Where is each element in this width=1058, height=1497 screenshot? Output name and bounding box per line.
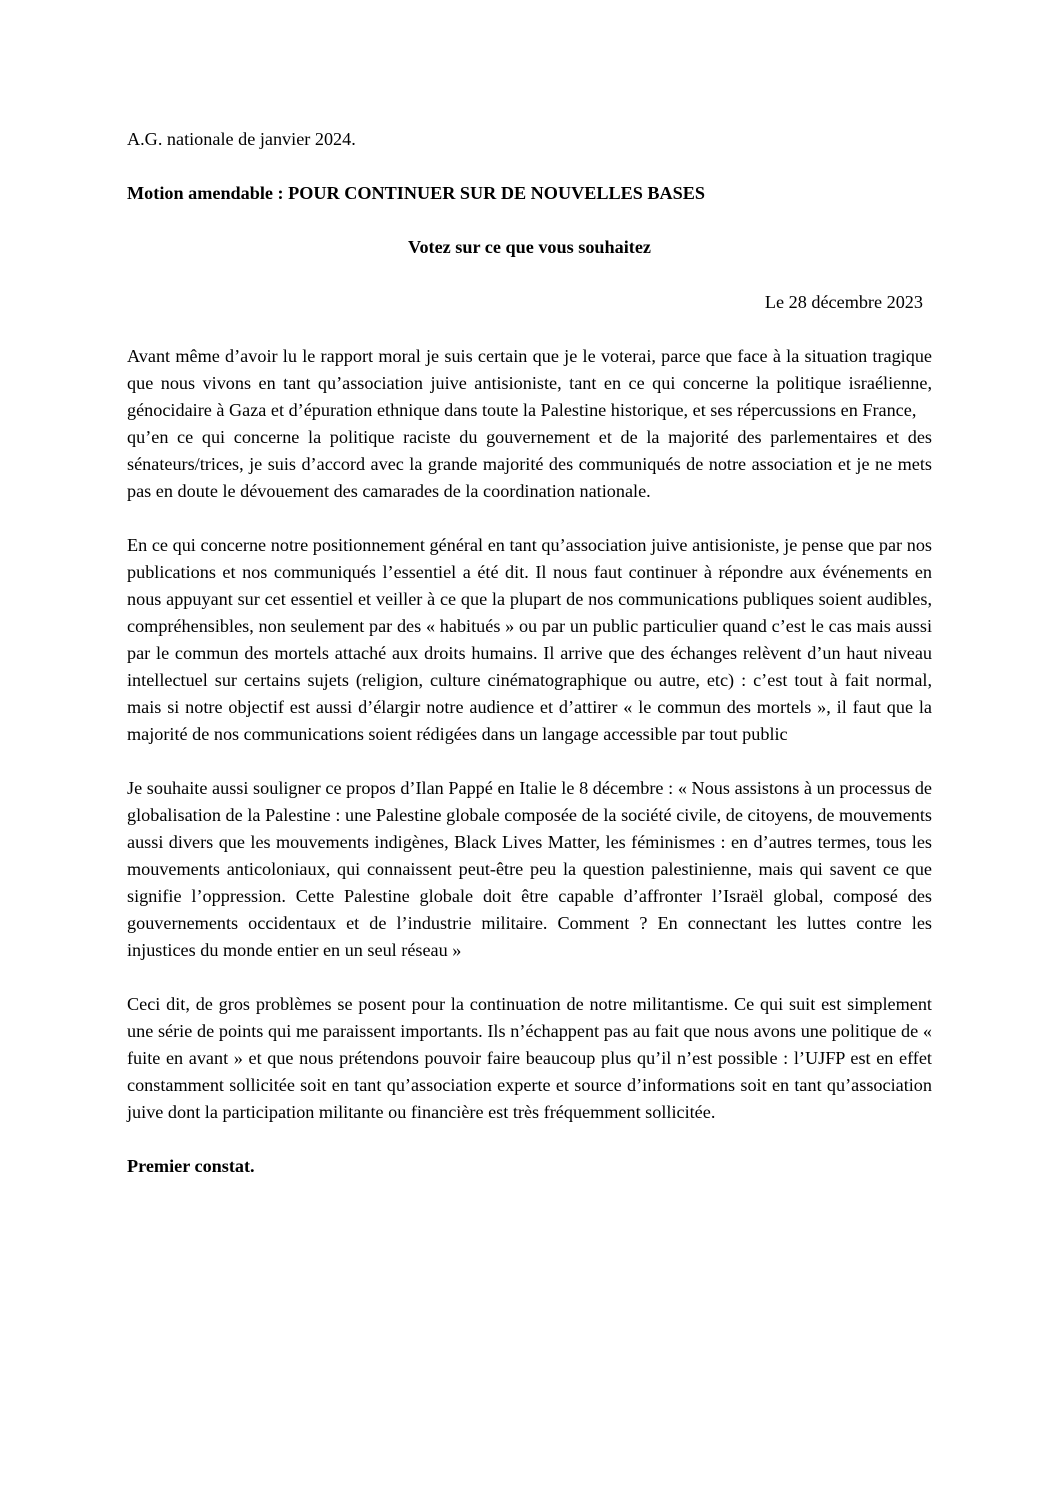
section-title: Premier constat. [127,1156,255,1176]
paragraph-1-part-1: Avant même d’avoir lu le rapport moral je suis certain que je le voterai, parce que face à la situation tragique que nous vivons en tant qu’association juive antisioniste, tant en ce qui concerne la politique israélienne, génocidaire à Gaza et d’épuration ethnique dans toute la Palestine historique, et ses répercussions en France, [127,346,932,420]
motion-title: Motion amendable : POUR CONTINUER SUR DE NOUVELLES BASES [127,183,706,203]
paragraph-3: Je souhaite aussi souligner ce propos d’Ilan Pappé en Italie le 8 décembre : « Nous assistons à un processus de globalisation de la Palestine : une Palestine globale composée de la société civile, de citoyens, de mouvements aussi divers que les mouvements indigènes, Black Lives Matter, les féminismes : en d’autres termes, tous les mouvements anticoloniaux, qui connaissent peut-être peu la question palestinienne, mais qui savent ce que signifie l’oppression. Cette Palestine globale doit être capable d’affronter l’Israël global, composé des gouvernements occidentaux et de l’industrie militaire. Comment ? En connectant les luttes contre les injustices du monde entier en un seul réseau » [127,778,932,960]
document-date: Le 28 décembre 2023 [764,292,923,312]
paragraph-2: En ce qui concerne notre positionnement général en tant qu’association juive antisioniste, je pense que par nos publications et nos communiqués l’essentiel a été dit. Il nous faut continuer à répondre aux événements en nous appuyant sur cet essentiel et veiller à ce que la plupart de nos communications publiques soient audibles, compréhensibles, non seulement par des « habitués » ou par un public particulier quand c’est le cas mais aussi par le commun des mortels attaché aux droits humains. Il arrive que des échanges relèvent d’un haut niveau intellectuel sur certains sujets (religion, culture cinématographique ou autre, etc) : c’est tout à fait normal, mais si notre objectif est aussi d’élargir notre audience et d’attirer « le commun des mortels », il faut que la majorité de nos communications soient rédigées dans un langage accessible par tout public [127,535,932,744]
paragraph-4: Ceci dit, de gros problèmes se posent pour la continuation de notre militantisme. Ce qui suit est simplement une série de points qui me paraissent importants. Ils n’échappent pas au fait que nous avons une politique de « fuite en avant » et que nous prétendons pouvoir faire beaucoup plus qu’il n’est possible : l’UJFP est en effet constamment sollicitée soit en tant qu’association experte et source d’informations soit en tant qu’association juive dont la participation militante ou financière est très fréquemment sollicitée. [127,994,932,1122]
document-page [127,126,932,1180]
motion-subtitle: Votez sur ce que vous souhaitez [407,237,651,257]
assembly-heading: A.G. nationale de janvier 2024. [127,129,356,149]
paragraph-1 [127,343,932,505]
paragraph-1-part-2: qu’en ce qui concerne la politique raciste du gouvernement et de la majorité des parlementaires et des sénateurs/trices, je suis d’accord avec la grande majorité des communiqués de notre association et je ne mets pas en doute le dévouement des camarades de la coordination nationale. [127,427,932,501]
